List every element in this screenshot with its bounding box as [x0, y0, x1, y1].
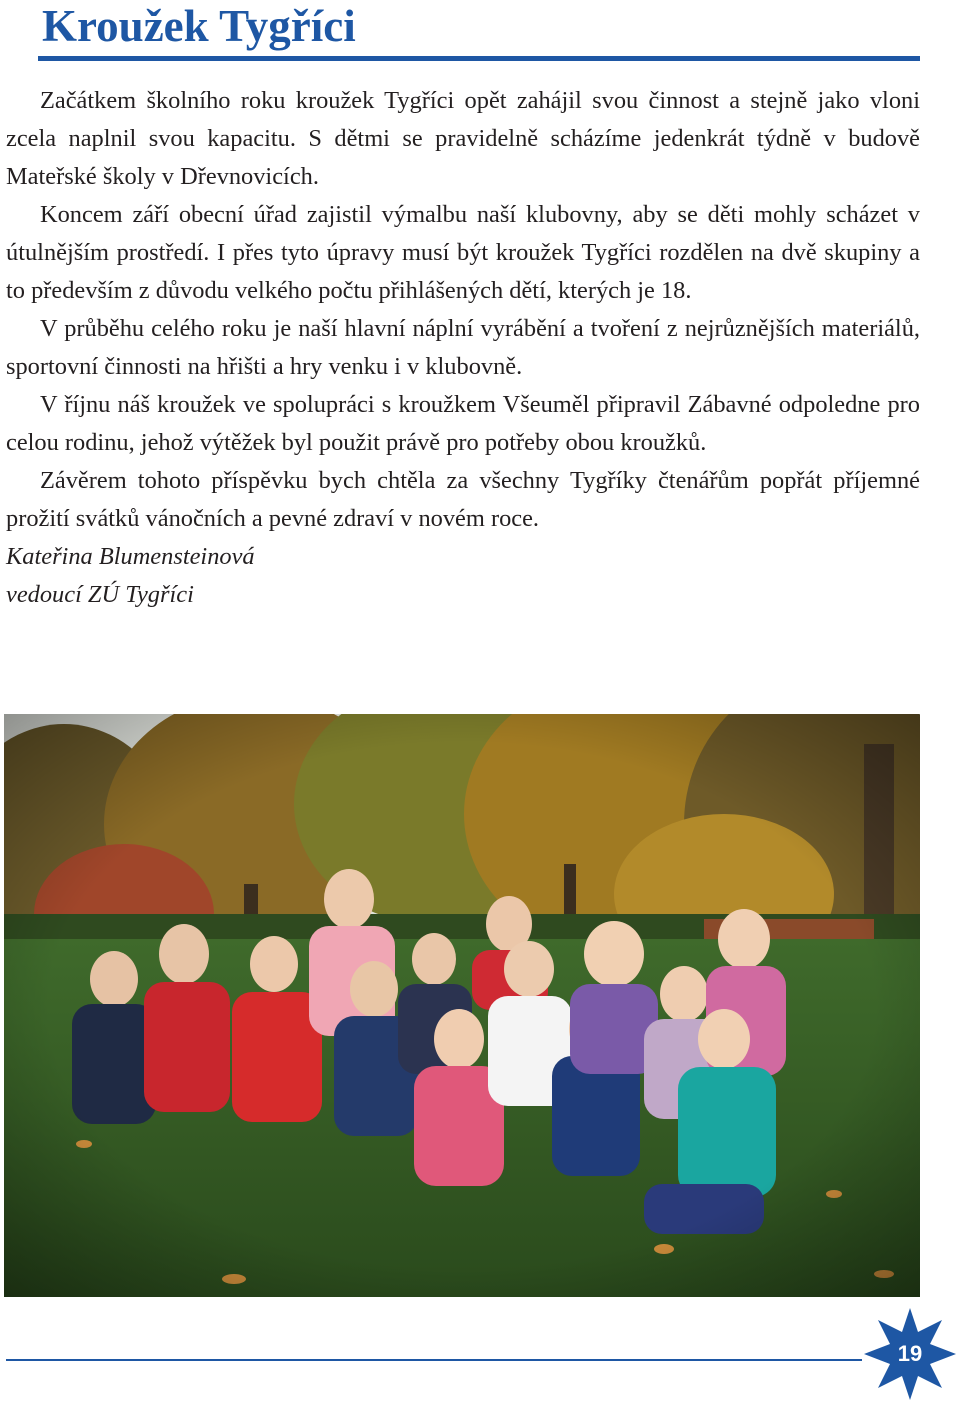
article-title: Kroužek Tygříci	[42, 1, 356, 51]
group-photo-illustration	[4, 714, 920, 1297]
signature-name: Kateřina Blumensteinová	[6, 543, 255, 570]
group-photo	[4, 714, 920, 1297]
paragraph-1: Začátkem školního roku kroužek Tygříci opět zahájil svou činnost a stejně jako vloni zcela naplnil svou kapacitu. S dětmi se pravidelně scházíme jedenkrát týdně v budově Mateřské školy v Dřevnovicích.	[6, 87, 920, 190]
signature-role: vedoucí ZÚ Tygříci	[6, 581, 194, 608]
paragraph-2: Koncem září obecní úřad zajistil výmalbu naší klubovny, aby se děti mohly scházet v útulnějším prostředí. I přes tyto úpravy musí být kroužek Tygříci rozdělen na dvě skupiny a to především z důvodu velkého počtu přihlášených dětí, kterých je 18.	[6, 201, 920, 304]
paragraph-4: V říjnu náš kroužek ve spolupráci s kroužkem Všeuměl připravil Zábavné odpoledne pro celou rodinu, jehož výtěžek byl použit právě pro potřeby obou kroužků.	[6, 391, 920, 456]
footer-rule	[6, 1359, 862, 1361]
paragraph-5: Závěrem tohoto příspěvku bych chtěla za všechny Tygříky čtenářům popřát příjemné prožití svátků vánočních a pevné zdraví v novém roce.	[6, 467, 920, 532]
paragraph-3: V průběhu celého roku je naší hlavní náplní vyrábění a tvoření z nejrůznějších materiálů, sportovní činnosti na hřišti a hry venku i v klubovně.	[6, 315, 920, 380]
page-number: 19	[897, 1341, 923, 1366]
article-body	[6, 82, 920, 614]
title-underline	[38, 56, 920, 61]
